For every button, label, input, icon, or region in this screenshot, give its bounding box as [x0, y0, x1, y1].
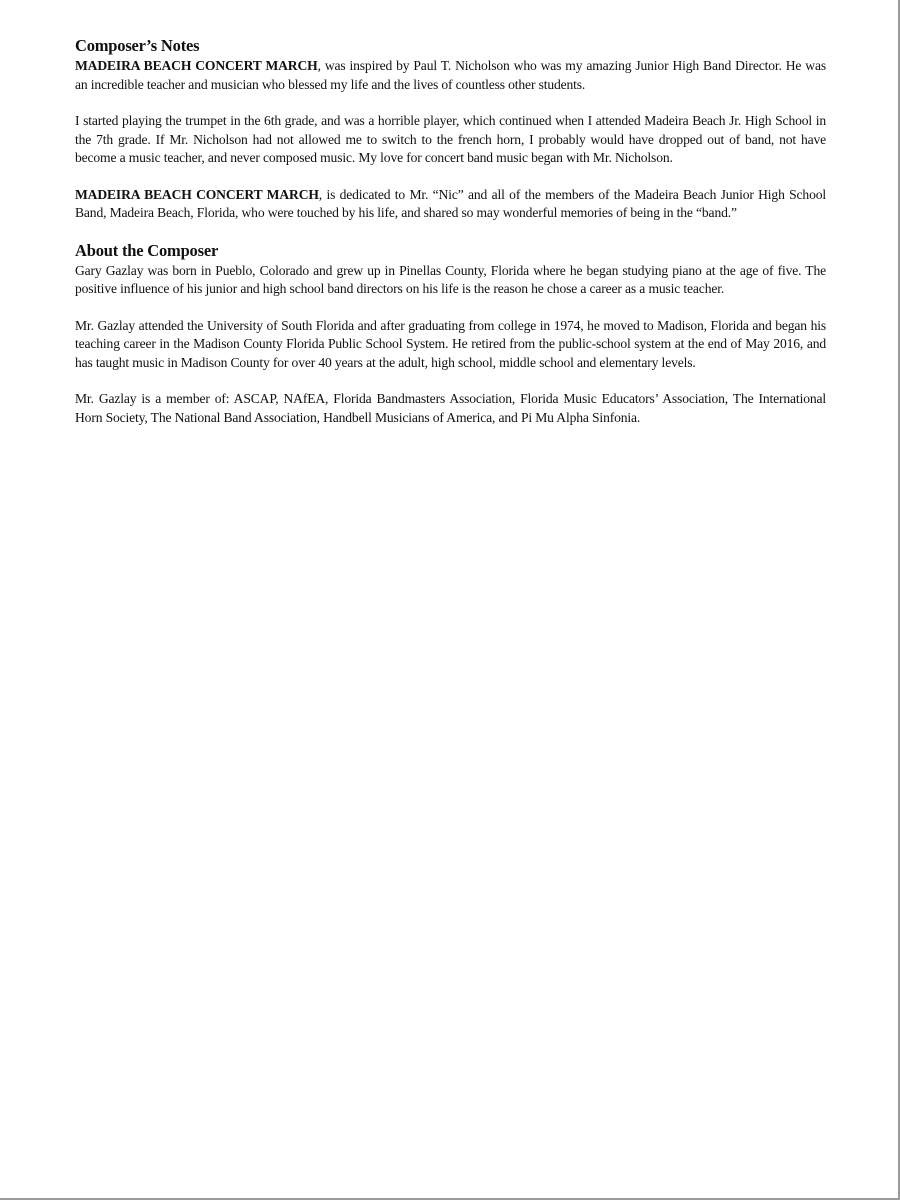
march-title: MADEIRA BEACH CONCERT MARCH — [75, 186, 319, 202]
document-content — [75, 36, 826, 445]
composer-notes-paragraph-3 — [75, 186, 826, 223]
composer-notes-paragraph-3-text: , is dedicated to Mr. “Nic” and all of the members of the Madeira Beach Junior High School Band, Madeira Beach, Florida, who were touched by his life, and shared so may wonderful memories of being in the “band.” — [75, 186, 826, 220]
composer-notes-heading: Composer’s Notes — [75, 36, 200, 55]
composer-notes-paragraph-1 — [75, 57, 826, 94]
about-composer-heading: About the Composer — [75, 240, 219, 260]
composer-notes-paragraph-2: I started playing the trumpet in the 6th grade, and was a horrible player, which continued when I attended Madeira Beach Jr. High School in the 7th grade. If Mr. Nicholson had not allowed me to switch to the french horn, I probably would have dropped out of band, not have become a music teacher, and never composed music. My love for concert band music began with Mr. Nicholson. — [75, 113, 826, 165]
about-composer-paragraph-1: Gary Gazlay was born in Pueblo, Colorado and grew up in Pinellas County, Florida where he began studying piano at the age of five. The positive influence of his junior and high school band directors on his life is the reason he chose a career as a music teacher. — [75, 262, 826, 296]
composer-notes-paragraph-1-text: , was inspired by Paul T. Nicholson who was my amazing Junior High Band Director. He was an incredible teacher and musician who blessed my life and the lives of countless other students. — [75, 58, 826, 92]
about-composer-paragraph-3: Mr. Gazlay is a member of: ASCAP, NAfEA, Florida Bandmasters Association, Florida Music Educators’ Association, The International Horn Society, The National Band Association, Handbell Musicians of America, and Pi Mu Alpha Sinfonia. — [75, 391, 826, 425]
about-composer-paragraph-2: Mr. Gazlay attended the University of South Florida and after graduating from college in 1974, he moved to Madison, Florida and began his teaching career in the Madison County Florida Public School System. He retired from the public-school system at the end of May 2016, and has taught music in Madison County for over 40 years at the adult, high school, middle school and elementary levels. — [75, 317, 826, 370]
march-title: MADEIRA BEACH CONCERT MARCH — [75, 58, 318, 73]
